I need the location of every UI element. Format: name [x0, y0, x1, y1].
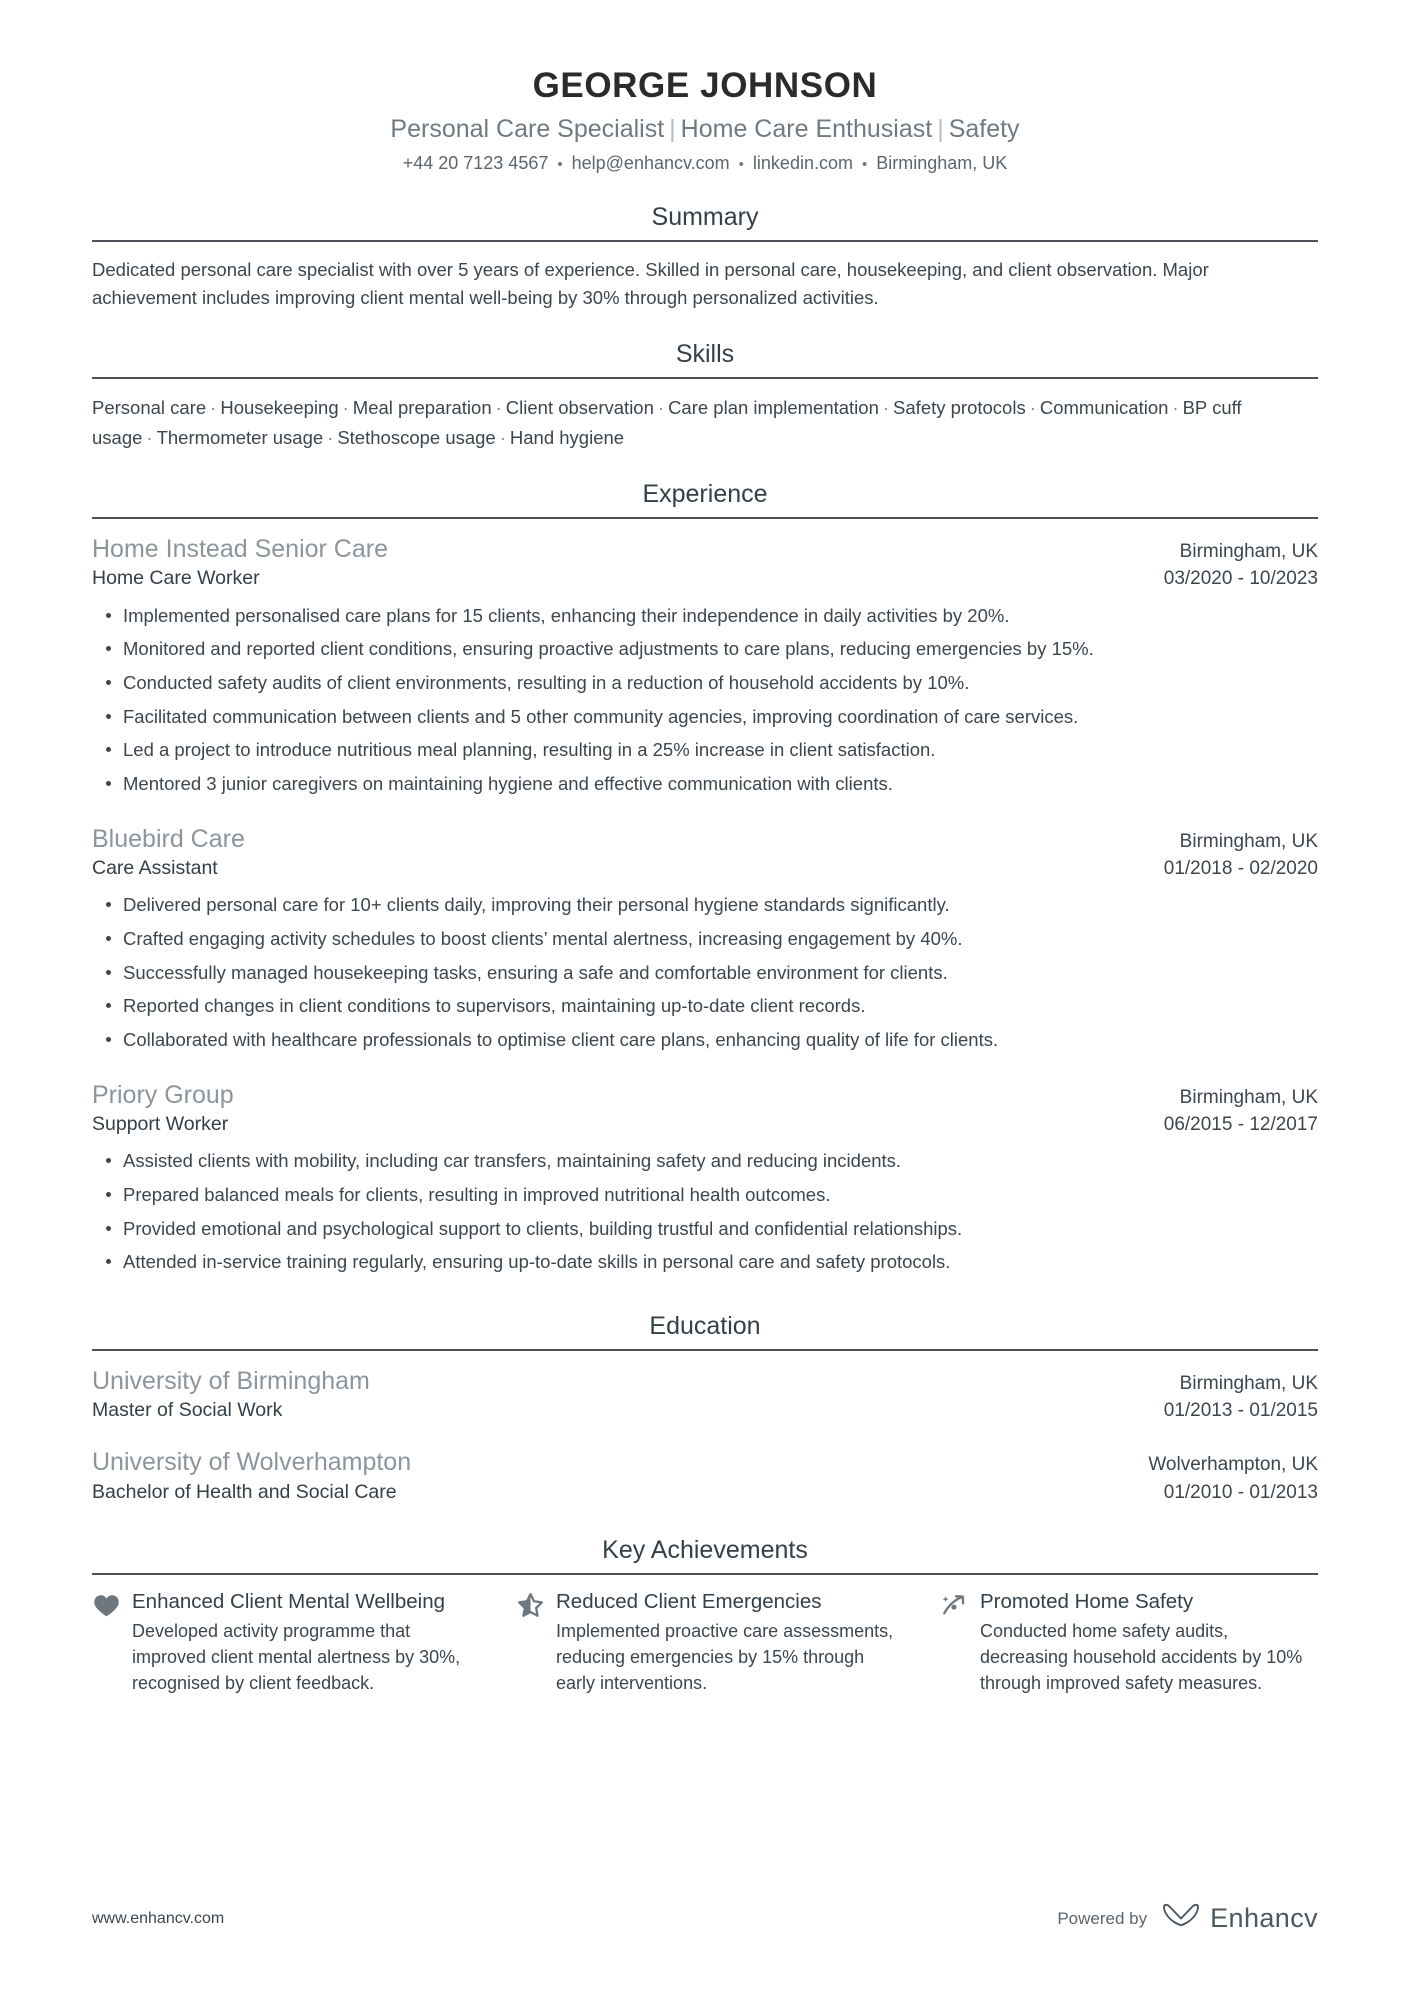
- contact-location: Birmingham, UK: [876, 153, 1008, 174]
- degree-dates: 01/2013 - 01/2015: [1163, 1400, 1318, 1422]
- school-location: Birmingham, UK: [1179, 1372, 1318, 1394]
- experience-entry: [92, 533, 1318, 799]
- responsibility-list: [92, 1147, 1318, 1277]
- resume-header: [92, 0, 1318, 176]
- achievements-grid: [92, 1589, 1318, 1696]
- degree-dates: 01/2010 - 01/2013: [1163, 1481, 1318, 1503]
- achievement-description: Implemented proactive care assessments, reducing emergencies by 15% through early interventions.: [556, 1621, 894, 1693]
- experience-entries: [92, 533, 1318, 1277]
- entry-header-row: [92, 823, 1318, 855]
- skill-separator: ·: [657, 396, 665, 418]
- skill-item: Safety protocols: [893, 396, 1026, 418]
- responsibility-item: Attended in-service training regularly, ensuring up-to-date skills in personal care and safety protocols.: [92, 1248, 1318, 1277]
- achievement-card: [516, 1589, 940, 1696]
- degree-title: Bachelor of Health and Social Care: [92, 1480, 397, 1503]
- responsibility-item: Implemented personalised care plans for 15 clients, enhancing their independence in daily activities by 20%.: [92, 602, 1318, 631]
- employer-name: Bluebird Care: [92, 824, 245, 853]
- trending-up-icon: [940, 1591, 969, 1620]
- education-entries: [92, 1365, 1318, 1505]
- headline-separator: |: [669, 115, 676, 144]
- footer-website[interactable]: www.enhancv.com: [92, 1909, 225, 1927]
- skill-item: BP cuff usage: [92, 396, 1242, 448]
- entry-subheader-row: [92, 1397, 1318, 1424]
- job-title: Support Worker: [92, 1112, 229, 1135]
- contact-separator-dot: •: [738, 155, 744, 173]
- job-title: Care Assistant: [92, 856, 218, 879]
- entry-subheader-row: [92, 855, 1318, 882]
- candidate-name: GEORGE JOHNSON: [532, 66, 878, 105]
- responsibility-item: Conducted safety audits of client environments, resulting in a reduction of household accidents by 10%.: [92, 669, 1318, 698]
- section-experience: [92, 479, 1318, 1277]
- enhancv-logo: [1161, 1902, 1318, 1935]
- heart-icon: [92, 1591, 121, 1620]
- responsibility-item: Monitored and reported client conditions, ensuring proactive adjustments to care plans, reducing emergencies by 15%.: [92, 635, 1318, 664]
- job-dates: 06/2015 - 12/2017: [1163, 1113, 1318, 1135]
- skill-item: Stethoscope usage: [337, 426, 496, 448]
- contact-separator-dot: •: [557, 155, 563, 173]
- achievement-title: Enhanced Client Mental Wellbeing: [132, 1590, 446, 1614]
- experience-entry: [92, 823, 1318, 1055]
- skill-separator: ·: [499, 426, 506, 448]
- section-divider: [92, 517, 1318, 519]
- section-title-education: Education: [649, 1311, 761, 1340]
- skill-item: Thermometer usage: [156, 426, 324, 448]
- responsibility-item: Facilitated communication between clients and 5 other community agencies, improving coordination of care services.: [92, 703, 1318, 732]
- skill-separator: ·: [1029, 396, 1036, 418]
- section-key-achievements: [92, 1535, 1318, 1696]
- school-name: University of Birmingham: [92, 1366, 370, 1395]
- entry-header-row: [92, 1079, 1318, 1111]
- achievement-card: [940, 1589, 1318, 1696]
- skill-separator: ·: [495, 396, 502, 418]
- contact-phone: +44 20 7123 4567: [402, 153, 549, 174]
- responsibility-item: Mentored 3 junior caregivers on maintaining hygiene and effective communication with clients.: [92, 770, 1318, 799]
- skill-separator: ·: [327, 426, 334, 448]
- responsibility-item: Crafted engaging activity schedules to boost clients’ mental alertness, increasing engagement by 40%.: [92, 925, 1318, 954]
- contact-line: [92, 152, 1318, 175]
- skill-separator: ·: [1172, 396, 1179, 418]
- responsibility-list: [92, 602, 1318, 799]
- contact-separator-dot: •: [861, 155, 868, 173]
- job-title: Home Care Worker: [92, 566, 260, 589]
- school-name: University of Wolverhampton: [92, 1448, 412, 1477]
- job-dates: 01/2018 - 02/2020: [1163, 857, 1318, 879]
- section-title-experience: Experience: [642, 479, 768, 508]
- employer-location: Birmingham, UK: [1179, 1086, 1318, 1108]
- section-divider: [92, 240, 1318, 242]
- entry-subheader-row: [92, 1479, 1318, 1506]
- skill-item: Meal preparation: [352, 396, 492, 418]
- headline-part-3: Safety: [948, 115, 1020, 144]
- powered-by-label: Powered by: [1057, 1908, 1148, 1928]
- footer-brand: [1057, 1902, 1318, 1935]
- entry-header-row: [92, 1446, 1318, 1479]
- responsibility-list: [92, 891, 1318, 1054]
- responsibility-item: Successfully managed housekeeping tasks, ensuring a safe and comfortable environment for clients.: [92, 959, 1318, 988]
- employer-location: Birmingham, UK: [1179, 830, 1318, 852]
- section-summary: [92, 202, 1318, 313]
- degree-title: Master of Social Work: [92, 1399, 283, 1422]
- contact-linkedin[interactable]: linkedin.com: [752, 153, 853, 174]
- skills-list: [92, 393, 1318, 453]
- skill-separator: ·: [210, 396, 217, 418]
- section-divider: [92, 1349, 1318, 1351]
- entry-header-row: [92, 1365, 1318, 1398]
- entry-subheader-row: [92, 1111, 1318, 1138]
- achievement-body: [556, 1589, 894, 1696]
- skill-item: Hand hygiene: [509, 426, 625, 448]
- responsibility-item: Led a project to introduce nutritious meal planning, resulting in a 25% increase in client satisfaction.: [92, 736, 1318, 765]
- half-star-icon: [516, 1591, 545, 1620]
- headline-part-2: Home Care Enthusiast: [680, 115, 933, 144]
- section-title-summary: Summary: [651, 202, 759, 231]
- responsibility-item: Collaborated with healthcare professionals to optimise client care plans, enhancing quality of life for clients.: [92, 1026, 1318, 1055]
- candidate-headline: [92, 114, 1318, 144]
- headline-part-1: Personal Care Specialist: [390, 115, 665, 144]
- job-dates: 03/2020 - 10/2023: [1163, 567, 1318, 589]
- responsibility-item: Provided emotional and psychological support to clients, building trustful and confidential relationships.: [92, 1215, 1318, 1244]
- skill-separator: ·: [342, 396, 349, 418]
- skill-item: Care plan implementation: [668, 396, 879, 418]
- achievement-description: Conducted home safety audits, decreasing household accidents by 10% through improved safety measures.: [980, 1621, 1303, 1693]
- section-education: [92, 1311, 1318, 1505]
- responsibility-item: Assisted clients with mobility, including car transfers, maintaining safety and reducing incidents.: [92, 1147, 1318, 1176]
- responsibility-item: Reported changes in client conditions to supervisors, maintaining up-to-date client records.: [92, 992, 1318, 1021]
- employer-location: Birmingham, UK: [1179, 540, 1318, 562]
- education-entry: [92, 1446, 1318, 1505]
- experience-entry: [92, 1079, 1318, 1277]
- section-skills: [92, 339, 1318, 453]
- entry-header-row: [92, 533, 1318, 565]
- achievement-title: Reduced Client Emergencies: [556, 1590, 822, 1614]
- enhancv-wordmark: Enhancv: [1210, 1903, 1318, 1933]
- employer-name: Priory Group: [92, 1080, 234, 1109]
- skill-item: Personal care: [92, 396, 207, 418]
- employer-name: Home Instead Senior Care: [92, 534, 388, 563]
- achievement-body: [980, 1589, 1318, 1696]
- achievement-title: Promoted Home Safety: [980, 1590, 1194, 1614]
- headline-separator: |: [937, 115, 944, 144]
- responsibility-item: Prepared balanced meals for clients, resulting in improved nutritional health outcomes.: [92, 1181, 1318, 1210]
- entry-subheader-row: [92, 565, 1318, 592]
- resume-footer: [92, 1902, 1318, 1935]
- section-divider: [92, 1573, 1318, 1575]
- skill-separator: ·: [882, 396, 890, 418]
- enhancv-mark-icon: [1161, 1902, 1201, 1935]
- skill-separator: ·: [146, 426, 153, 448]
- section-title-key-achievements: Key Achievements: [602, 1536, 808, 1565]
- section-divider: [92, 377, 1318, 379]
- education-entry: [92, 1365, 1318, 1424]
- achievement-card: [92, 1589, 516, 1696]
- summary-text: Dedicated personal care specialist with over 5 years of experience. Skilled in personal care, housekeeping, and client observation. Major achievement includes improving client mental well-being by 30% through personalized activities.: [92, 258, 1209, 309]
- achievement-description: Developed activity programme that improved client mental alertness by 30%, recognised by client feedback.: [132, 1621, 461, 1693]
- contact-email[interactable]: help@enhancv.com: [571, 153, 730, 174]
- skill-item: Communication: [1039, 396, 1169, 418]
- responsibility-item: Delivered personal care for 10+ clients daily, improving their personal hygiene standards significantly.: [92, 891, 1318, 920]
- school-location: Wolverhampton, UK: [1148, 1454, 1318, 1476]
- skill-item: Client observation: [505, 396, 654, 418]
- achievement-body: [132, 1589, 470, 1696]
- skill-item: Housekeeping: [220, 396, 339, 418]
- section-title-skills: Skills: [675, 339, 735, 368]
